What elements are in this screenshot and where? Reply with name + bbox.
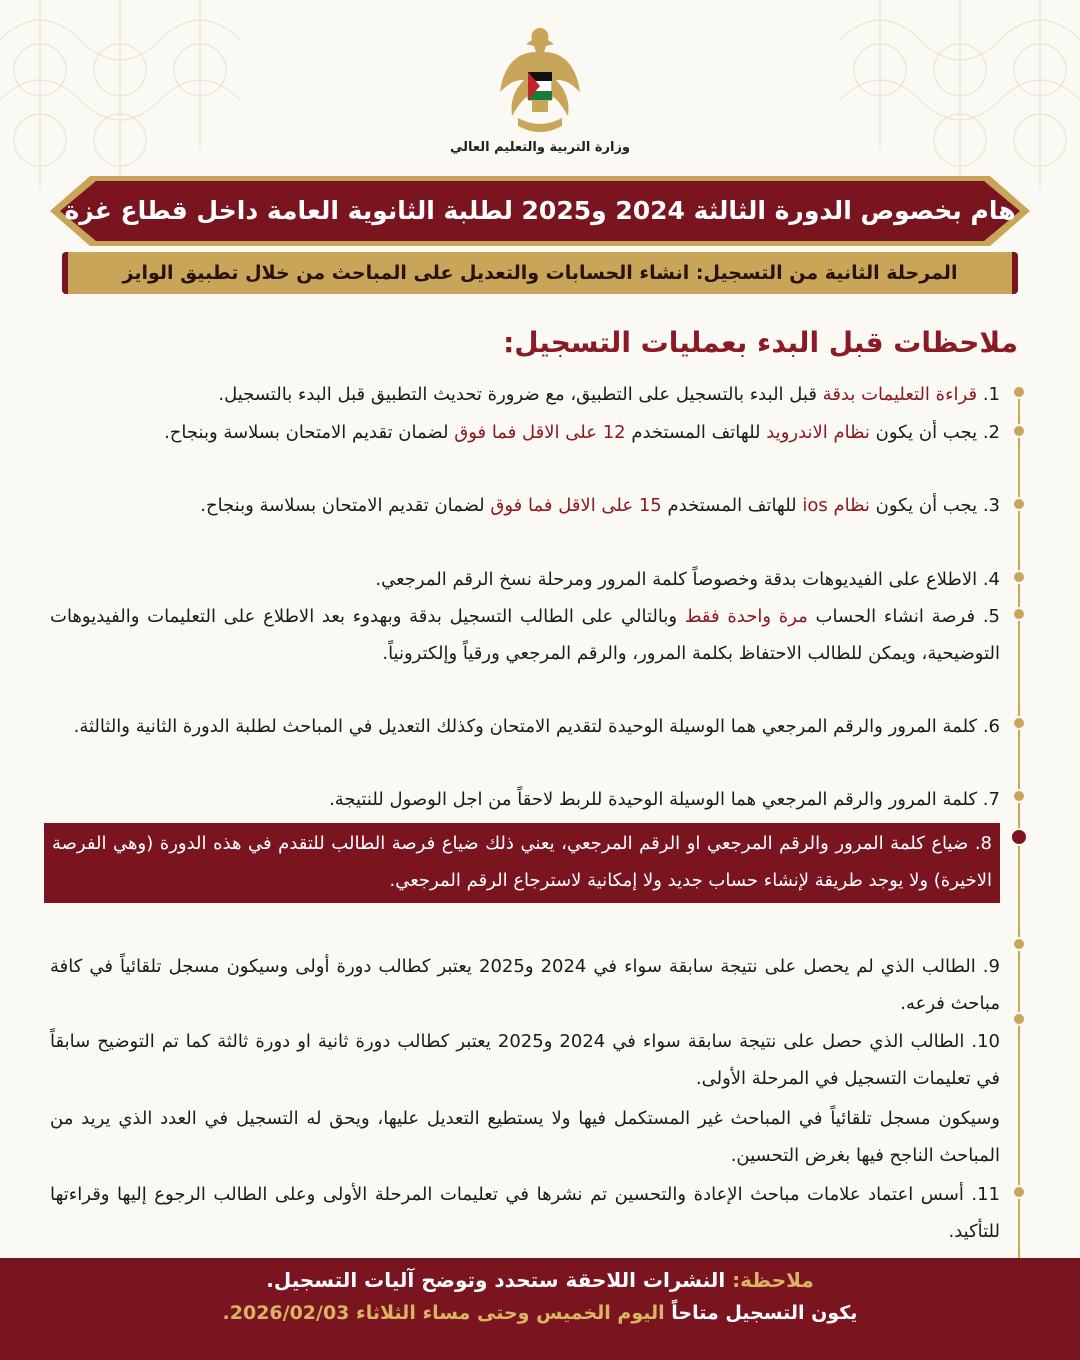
note-item-5: 5. فرصة انشاء الحساب مرة واحدة فقط وبالتالي على الطالب التسجيل بدقة وبهدوء بعد الاطلاع على التعليمات والفيديوهات التوضيحية، ويمكن للطالب الاحتفاظ بكلمة المرور، والرقم المرجعي ورقياً وإلكترونياً. (50, 606, 1000, 664)
footer-registration-dates: يكون التسجيل متاحاً اليوم الخميس وحتى مساء الثلاثاء 2026/02/03. (222, 1302, 858, 1324)
note-item-9: 9. الطالب الذي لم يحصل على نتيجة سابقة سواء في 2024 و2025 يعتبر كطالب دورة أولى وسيكون مسجل تلقائياً في كافة مباحث فرعه. (50, 956, 1000, 1014)
note-item-8-highlighted: 8. ضياع كلمة المرور والرقم المرجعي او الرقم المرجعي، يعني ذلك ضياع فرصة الطالب للتقدم في هذه الدورة (وهي الفرصة الاخيرة) ولا يوجد طريقة لإنشاء حساب جديد ولا إمكانية لاسترجاع الرقم المرجعي. (44, 823, 1000, 903)
header-title: هام بخصوص الدورة الثالثة 2024 و2025 لطلبة الثانوية العامة داخل قطاع غزة (64, 196, 1016, 225)
note-item-7: 7. كلمة المرور والرقم المرجعي هما الوسيلة الوحيدة للربط لاحقاً من اجل الوصول للنتيجة. (329, 789, 1000, 810)
islamic-pattern-decoration (0, 0, 300, 190)
timeline-dot (1012, 1012, 1026, 1026)
section-title: ملاحظات قبل البدء بعمليات التسجيل: (503, 326, 1018, 359)
note-item-3: 3. يجب أن يكون نظام ios للهاتف المستخدم 15 على الاقل فما فوق لضمان تقديم الامتحان بسلاسة وبنجاح. (200, 495, 1000, 516)
timeline-dot (1012, 716, 1026, 730)
timeline-dot (1012, 385, 1026, 399)
timeline-dot (1012, 570, 1026, 584)
timeline-dot (1012, 497, 1026, 511)
note-item-1: 1. قراءة التعليمات بدقة قبل البدء بالتسجيل على التطبيق، مع ضرورة تحديث التطبيق قبل البدء بالتسجيل. (218, 384, 1000, 405)
timeline-line (1018, 386, 1020, 1258)
header-subtitle: المرحلة الثانية من التسجيل: انشاء الحسابات والتعديل على المباحث من خلال تطبيق الوايز (122, 262, 958, 284)
islamic-pattern-decoration (780, 0, 1080, 190)
note-item-6: 6. كلمة المرور والرقم المرجعي هما الوسيلة الوحيدة لتقديم الامتحان وكذلك التعديل في المباحث لطلبة الدورة الثانية والثالثة. (73, 716, 1000, 737)
note-item-4: 4. الاطلاع على الفيديوهات بدقة وخصوصاً كلمة المرور ومرحلة نسخ الرقم المرجعي. (375, 569, 1000, 590)
header-banner (50, 176, 1030, 246)
footer-note: ملاحظة: النشرات اللاحقة ستحدد وتوضح آليات التسجيل. (266, 1268, 814, 1292)
ministry-name: وزارة التربية والتعليم العالي (449, 140, 631, 155)
subheader-banner (62, 252, 1018, 294)
timeline-dot (1012, 1185, 1026, 1199)
note-item-2: 2. يجب أن يكون نظام الاندرويد للهاتف المستخدم 12 على الاقل فما فوق لضمان تقديم الامتحان بسلاسة وبنجاح. (164, 422, 1000, 443)
timeline-dot (1012, 789, 1026, 803)
note-item-11: 11. أسس اعتماد علامات مباحث الإعادة والتحسين تم نشرها في تعليمات المرحلة الأولى وعلى الطالب الرجوع إليها وقراءتها للتأكيد. (50, 1184, 1000, 1242)
timeline-dot (1012, 424, 1026, 438)
note-item-10-continued: وسيكون مسجل تلقائياً في المباحث غير المستكمل فيها ولا يستطيع التعديل عليها، ويحق له التسجيل في العدد الذي يريد من المباحث الناجح فيها بغرض التحسين. (50, 1108, 1000, 1166)
timeline-dot (1012, 937, 1026, 951)
note-item-10: 10. الطالب الذي حصل على نتيجة سابقة سواء في 2024 و2025 يعتبر كطالب دورة ثانية او دورة ثالثة كما تم التوضيح سابقاً في تعليمات التسجيل في المرحلة الأولى. (50, 1031, 1000, 1089)
palestine-eagle-emblem-icon (490, 22, 590, 140)
timeline-dot (1010, 828, 1028, 846)
timeline-dot (1012, 607, 1026, 621)
